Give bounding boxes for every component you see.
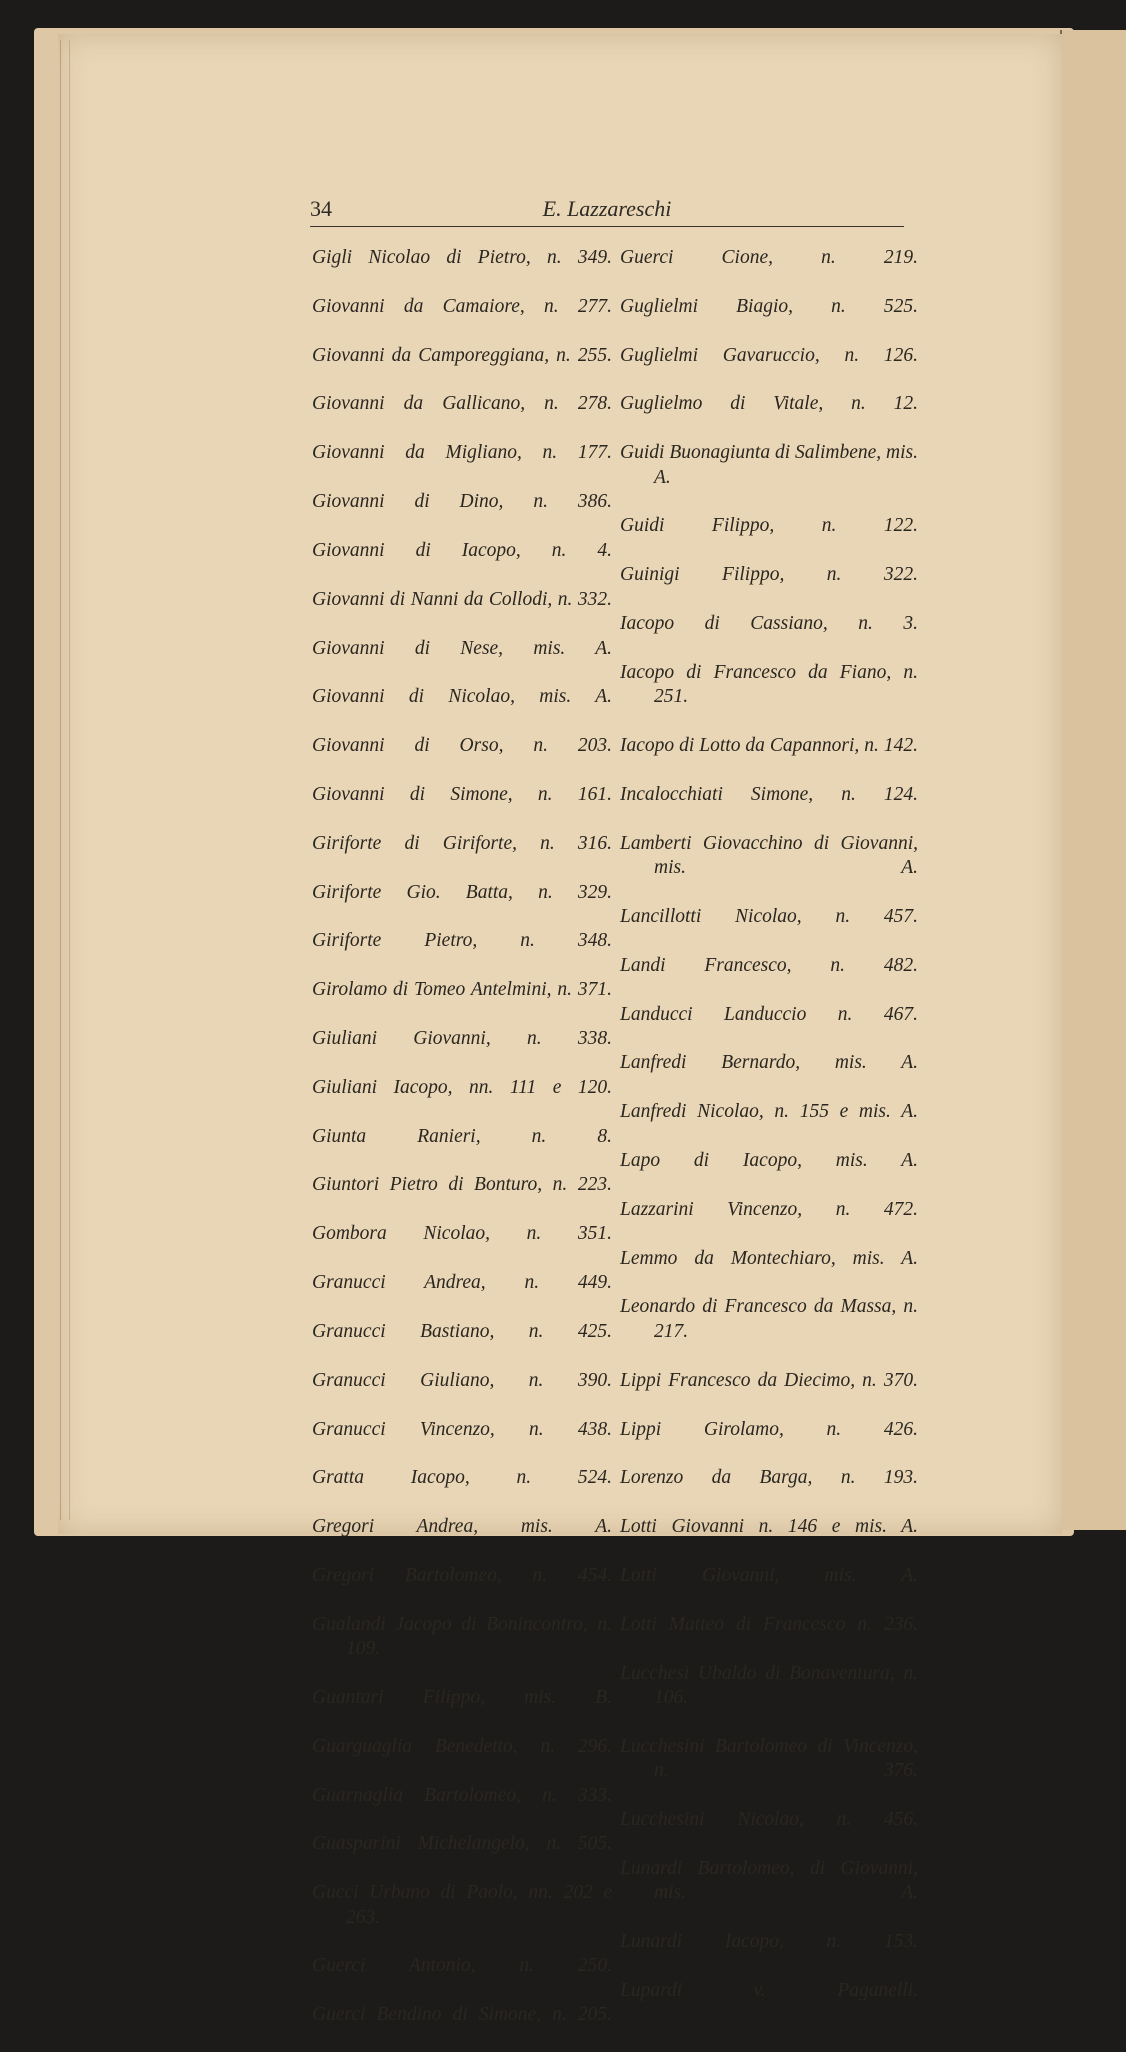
index-entry: Guglielmi Biagio, n. 525. xyxy=(620,295,918,317)
index-entry: Guidi Buonagiunta di Salimbene, mis. A. xyxy=(620,442,918,488)
index-entry: Lamberti Giovacchino di Giovanni, mis. A. xyxy=(620,832,918,879)
index-entry: Lippi Francesco da Diecimo, n. 370. xyxy=(620,1369,918,1391)
index-entry: Guerci Antonio, n. 250. xyxy=(312,1955,612,1977)
index-entry: Iacopo di Cassiano, n. 3. xyxy=(620,613,918,635)
index-entry: Lupardi v. Paganelli. xyxy=(620,1979,918,2001)
index-entry: Giriforte di Giriforte, n. 316. xyxy=(312,832,612,854)
index-entry: Guarnaglia Bartolomeo, n. 333. xyxy=(312,1784,612,1806)
index-entry: Landucci Landuccio n. 467. xyxy=(620,1003,918,1025)
index-entry: Giovanni da Migliano, n. 177. xyxy=(312,442,612,464)
index-entry: Giriforte Pietro, n. 348. xyxy=(312,930,612,952)
index-entry: Landi Francesco, n. 482. xyxy=(620,954,918,976)
index-entry: Guerci Cione, n. 219. xyxy=(620,247,918,268)
index-entry: Gratta Iacopo, n. 524. xyxy=(312,1467,612,1489)
index-entry: Giovanni di Orso, n. 203. xyxy=(312,735,612,757)
index-entry: Guidi Filippo, n. 122. xyxy=(620,515,918,537)
facing-page-edge xyxy=(1060,30,1126,1530)
index-entry: Giovanni di Dino, n. 386. xyxy=(312,491,612,513)
index-entry: Iacopo di Francesco da Fiano, n. 251. xyxy=(620,661,918,708)
index-entry: Lapo di Iacopo, mis. A. xyxy=(620,1150,918,1172)
index-entry: Giovanni di Iacopo, n. 4. xyxy=(312,539,612,561)
index-entry: Granucci Andrea, n. 449. xyxy=(312,1272,612,1294)
index-entry: Giovanni da Gallicano, n. 278. xyxy=(312,393,612,415)
index-entry: Leonardo di Francesco da Massa, n. 217. xyxy=(620,1296,918,1342)
index-entry: Guarguaglia Benedetto, n. 296. xyxy=(312,1735,612,1757)
index-entry: Lucchesi Ubaldo di Bonaventura, n. 106. xyxy=(620,1662,918,1708)
index-column-left xyxy=(312,246,612,2052)
index-entry: Guglielmi Gavaruccio, n. 126. xyxy=(620,344,918,366)
index-entry: Iacopo di Lotto da Capannori, n. 142. xyxy=(620,735,918,757)
index-entry: Lanfredi Nicolao, n. 155 e mis. A. xyxy=(620,1101,918,1123)
index-entry: Gombora Nicolao, n. 351. xyxy=(312,1223,612,1245)
index-entry: Lancillotti Nicolao, n. 457. xyxy=(620,905,918,927)
index-entry: Lorenzo da Barga, n. 193. xyxy=(620,1467,918,1489)
index-entry: Giovanni di Nese, mis. A. xyxy=(312,637,612,659)
index-entry: Giuliani Iacopo, nn. 111 e 120. xyxy=(312,1076,612,1098)
index-entry: Guglielmo di Vitale, n. 12. xyxy=(620,393,918,415)
index-entry: Guasparini Michelangelo, n. 505. xyxy=(312,1833,612,1855)
index-entry: Giovanni da Camaiore, n. 277. xyxy=(312,295,612,317)
index-entry: Giunta Ranieri, n. 8. xyxy=(312,1125,612,1147)
index-entry: Lucchesini Bartolomeo di Vincenzo, n. 376. xyxy=(620,1735,918,1782)
index-entry: Granucci Vincenzo, n. 438. xyxy=(312,1418,612,1440)
index-entry: Lunardi Bartolomeo, di Giovanni, mis. A. xyxy=(620,1857,918,1904)
index-entry: Guinigi Filippo, n. 322. xyxy=(620,564,918,586)
index-column-right xyxy=(620,246,918,2028)
index-entry: Granucci Bastiano, n. 425. xyxy=(312,1320,612,1342)
index-entry: Giovanni di Simone, n. 161. xyxy=(312,783,612,805)
index-entry: Lotti Giovanni, mis. A. xyxy=(620,1564,918,1586)
index-entry: Lunardi Iacopo, n. 153. xyxy=(620,1931,918,1953)
index-entry: Lazzarini Vincenzo, n. 472. xyxy=(620,1198,918,1220)
index-entry: Giriforte Gio. Batta, n. 329. xyxy=(312,881,612,903)
index-entry: Granucci Giuliano, n. 390. xyxy=(312,1369,612,1391)
running-head-author: E. Lazzareschi xyxy=(542,196,672,221)
page-stack-edge xyxy=(60,40,70,1520)
index-entry: Gregori Andrea, mis. A. xyxy=(312,1516,612,1538)
index-entry: Giovanni di Nicolao, mis. A. xyxy=(312,686,612,708)
index-entry: Gregori Bartolomeo, n. 454. xyxy=(312,1564,612,1586)
index-entry: Giuliani Giovanni, n. 338. xyxy=(312,1028,612,1049)
index-entry: Giuntori Pietro di Bonturo, n. 223. xyxy=(312,1174,612,1196)
index-entry: Lanfredi Bernardo, mis. A. xyxy=(620,1052,918,1074)
index-entry: Girolamo di Tomeo Antelmini, n. 371. xyxy=(312,979,612,1001)
index-entry: Lotti Matteo di Francesco n. 236. xyxy=(620,1613,918,1635)
index-entry: Lemmo da Montechiaro, mis. A. xyxy=(620,1247,918,1269)
index-entry: Gucci Urbano di Paolo, nn. 202 e 263. xyxy=(312,1882,612,1928)
index-entry: Guantari Filippo, mis. B. xyxy=(312,1686,612,1708)
index-entry: Giovanni da Camporeggiana, n. 255. xyxy=(312,344,612,366)
index-entry: Gigli Nicolao di Pietro, n. 349. xyxy=(312,247,612,268)
page-number: 34 xyxy=(310,196,332,221)
index-entry: Incalocchiati Simone, n. 124. xyxy=(620,783,918,805)
index-entry: Giovanni di Nanni da Collodi, n. 332. xyxy=(312,588,612,610)
index-entry: Gualandi Jacopo di Bonincontro, n. 109. xyxy=(312,1613,612,1660)
index-entry: Lippi Girolamo, n. 426. xyxy=(620,1418,918,1440)
index-entry: Lucchesini Nicolao, n. 456. xyxy=(620,1809,918,1830)
index-entry: Guerci Bendino di Simone, n. 205. xyxy=(312,2004,612,2026)
running-head xyxy=(310,196,904,227)
index-entry: Lotti Giovanni n. 146 e mis. A. xyxy=(620,1516,918,1538)
